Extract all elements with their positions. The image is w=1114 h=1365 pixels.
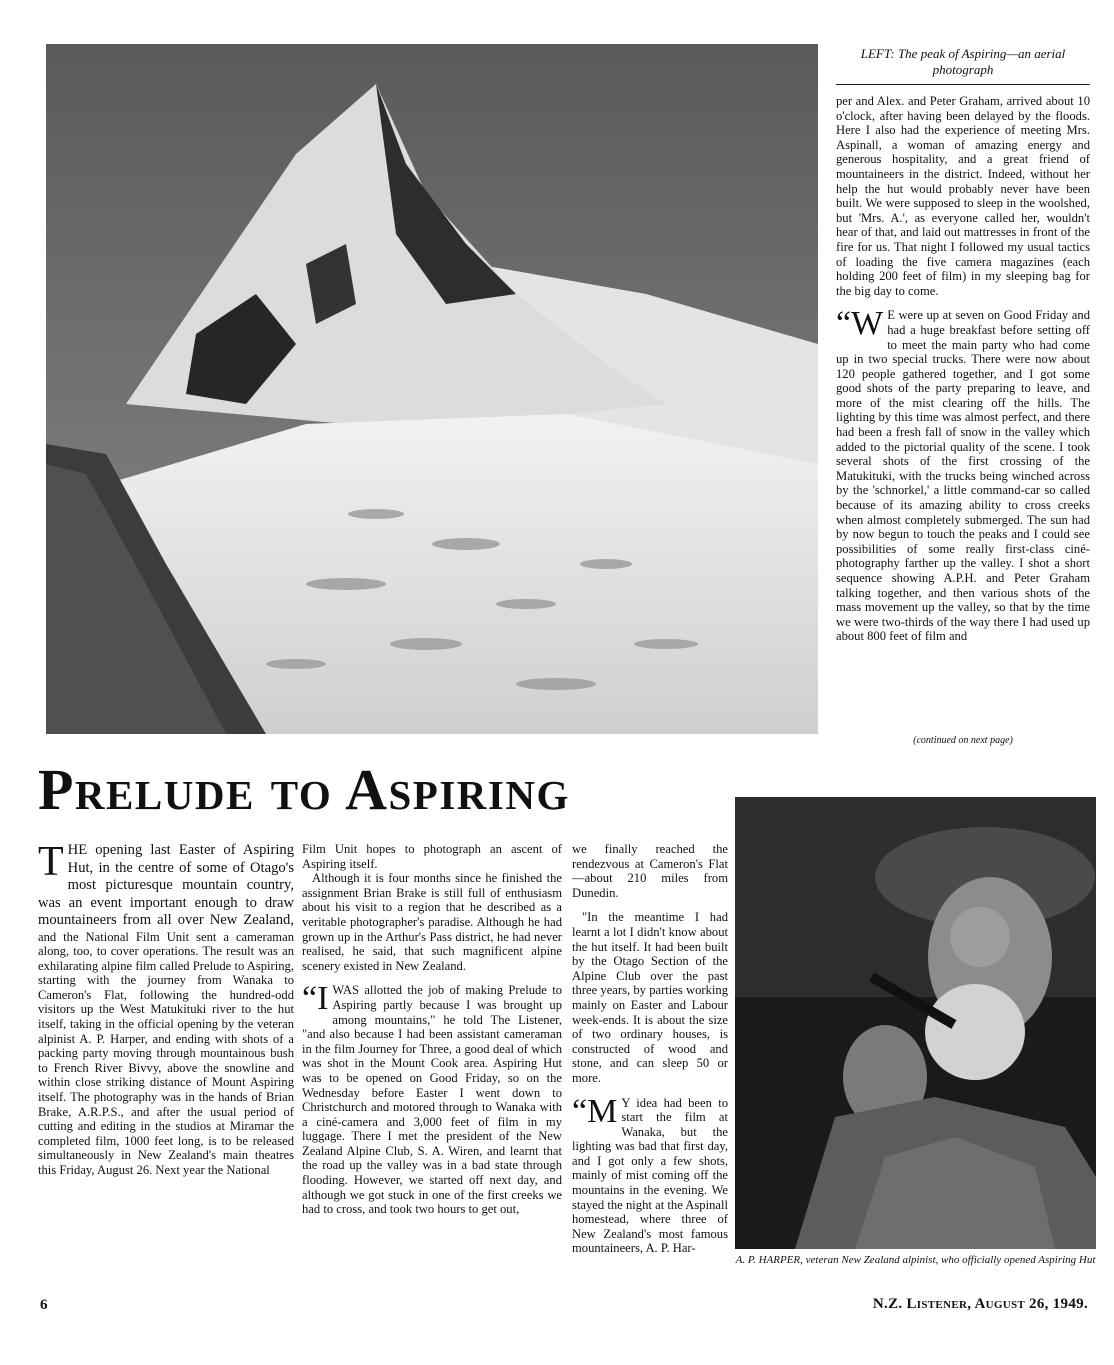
mountain-photo-graphic [46, 44, 818, 734]
drop-cap: “I [302, 980, 329, 1018]
drop-cap: “W [836, 305, 884, 343]
right-text-column [836, 94, 1090, 644]
portrait-caption: A. P. HARPER, veteran New Zealand alpinist, who officially opened Aspiring Hut [735, 1254, 1096, 1266]
continued-note: (continued on next page) [913, 735, 1013, 746]
page-number: 6 [40, 1297, 48, 1313]
column-2-text: WAS allotted the job of making Prelude to Aspiring partly because I was brought up among mountains," he told The Listener, "and also because I had been assistant cameraman in the film Journey for Three, a good deal of which was shot in the Mount Cook area. Aspiring Hut was to be opened on Good Friday, so on the Wednesday before Easter I went down to Christchurch and motored through to Wanaka with a ciné-camera and 3,000 feet of film in my luggage. There I met the president of the New Zealand Alpine Club, S. A. Wiren, and learnt that the road up the valley was in a bad state through flooding. However, we started off next day, and although we got stuck in one of the first creeks we had to cross, and took two hours to get out, [302, 983, 562, 1217]
column-3-text: Y idea had been to start the film at Wanaka, but the lighting was bad that first day, and I got only a few shots, mainly of mist coming off the mountains in the evening. We stayed the night at the Aspinall homestead, where three of New Zealand's most famous mountaineers, A. P. Har- [572, 1095, 728, 1256]
drop-cap: “M [572, 1092, 618, 1130]
masthead-date: N.Z. Listener, August 26, 1949. [872, 1296, 1088, 1312]
drop-cap: T [38, 839, 64, 885]
caption-divider [836, 84, 1090, 85]
column-1-paragraph [38, 839, 294, 1178]
right-column-paragraph [836, 305, 1090, 644]
article-headline: Prelude to Aspiring [38, 757, 570, 822]
column-1-text: and the National Film Unit sent a cameraman along, too, to cover operations. The result was an exhilarating alpine film called Prelude to Aspiring, starting with the journey from Wanaka to Cameron's Flat, following the hundred-odd visitors up the West Matukituki river to the hut itself, taking in the official opening by the veteran alpinist A. P. Harper, and ending with shots of a packing party moving through mountainous bush to French River Bivvy, above the snowline and within close striking distance of Mount Aspiring itself. The photography was in the hands of Brian Brake, A.R.P.S., and after the usual period of cutting and editing in the studios at Miramar the completed film, 1000 feet long, is to be released simultaneously in New Zealand's main theatres this Friday, August 26. Next year the National [38, 929, 294, 1177]
portrait-photo-graphic [735, 797, 1096, 1249]
column-2-paragraph [302, 980, 562, 1217]
right-column-paragraph: per and Alex. and Peter Graham, arrived about 10 o'clock, after having been delayed by the floods. Here I also had the experience of meeting Mrs. Aspinall, a woman of amazing energy and generous hospitality, and a great friend of mountaineers in the district. Indeed, without her help the hut would probably never have been built. We were supposed to sleep in the woolshed, but 'Mrs. A.', as everyone called her, wouldn't hear of that, and laid out mattresses in front of the fire for us. That night I followed my usual tactics of loading the five camera magazines (each holding 200 feet of film) in my sleeping bag for the big day to come. [836, 94, 1090, 298]
right-column-text: E were up at seven on Good Friday and had a huge breakfast before setting off to meet the main party who had come up in two special trucks. There were now about 120 people gathered together, and I got some good shots of the party preparing to leave, and more of the mist clearing off the hills. The lighting by this time was almost perfect, and there had been a fresh fall of snow in the valley which added to the pictorial quality of the scene. I took several shots of the first crossing of the Matukituki, with the trucks being winched across by the 'schnorkel,' a little command-car so called because of its amazing ability to cross creeks when almost completely submerged. The sun had by now begun to touch the peaks and I could see possibilities of some really first-class ciné-photography farther up the valley. I shot a short sequence showing A.P.H. and Peter Graham talking together, and then various shots of the mass movement up the valley, so that by the time we were two-thirds of the way there I had used up about 800 feet of film and [836, 308, 1090, 644]
column-3-paragraph [572, 1092, 728, 1257]
top-photo-caption: LEFT: The peak of Aspiring—an aerial photograph [860, 46, 1066, 77]
column-3-paragraph: we finally reached the rendezvous at Cameron's Flat—about 210 miles from Dunedin. [572, 842, 728, 900]
article-column-2 [302, 842, 562, 1217]
lead-text: HE opening last Easter of Aspiring Hut, in the centre of some of Otago's most picturesque mountain country, was an event important enough to draw mountaineers from all over New Zealand, [38, 842, 294, 928]
column-2-paragraph: Film Unit hopes to photograph an ascent of Aspiring itself. [302, 842, 562, 871]
column-2-paragraph: Although it is four months since he finished the assignment Brian Brake is still full of enthusiasm about his visit to a region that he described as a veritable photographer's paradise. Although he had grown up in the Arthur's Pass district, he had never realised, he said, that such magnificent alpine scenery existed in New Zealand. [302, 871, 562, 973]
column-3-paragraph: "In the meantime I had learnt a lot I didn't know about the hut itself. It had been built by the Otago Section of the Alpine Club over the past three years, by parties working mainly on Easter and Labour week-ends. It is about the size of two ordinary houses, is constructed of wood and stone, and can sleep 50 or more. [572, 910, 728, 1085]
article-column-3 [572, 842, 728, 1256]
harper-portrait-photo [735, 797, 1096, 1249]
mountain-aerial-photo [46, 44, 818, 734]
article-column-1 [38, 839, 294, 1178]
